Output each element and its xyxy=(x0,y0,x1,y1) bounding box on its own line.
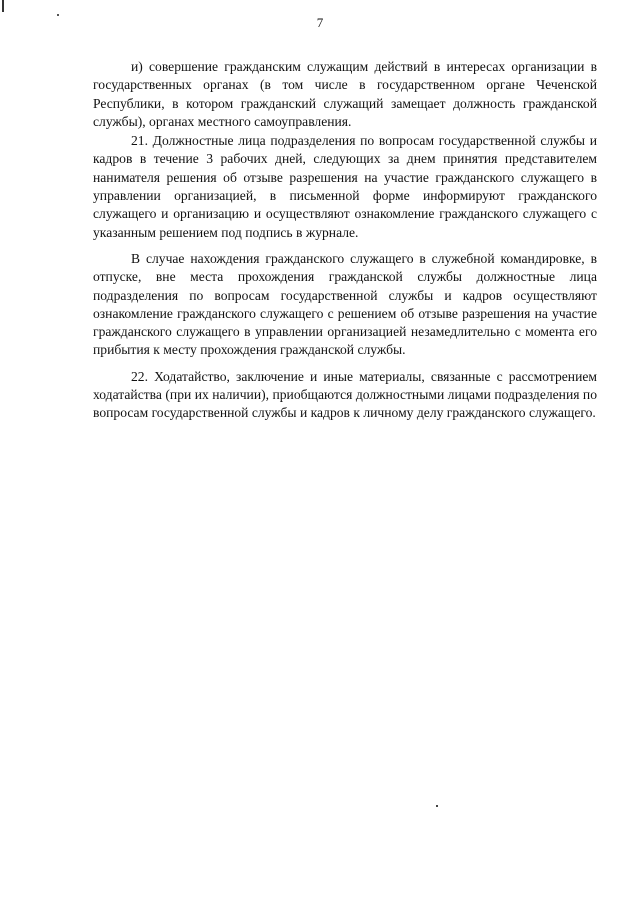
document-body xyxy=(93,58,597,423)
paragraph-business-trip-case: В случае нахождения гражданского служащего в служебной командировке, в отпуске, вне места прохождения гражданской службы должностные лица подразделения по вопросам государственной службы и кадров осуществляют ознакомление гражданского служащего с решением об отзыве разрешения на участие гражданского служащего в управлении организацией незамедлительно с момента его прибытия к месту прохождения гражданской службы. xyxy=(93,250,597,358)
paragraph-item-i: и) совершение гражданским служащим действий в интересах организации в государственных органах (в том числе в государственном органе Чеченской Республики, в котором гражданский служащий замещает должность гражданской службы), органах местного самоуправления. xyxy=(93,59,597,129)
page-number: 7 xyxy=(316,15,324,30)
paragraph-clause-21: 21. Должностные лица подразделения по вопросам государственной службы и кадров в течение 3 рабочих дней, следующих за днем принятия представителем нанимателя решения об отзыве разрешения на участие гражданского служащего в управлении организацией, в письменной форме информируют гражданского служащего и организацию и осуществляют ознакомление гражданского служащего с указанным решением под подпись в журнале. xyxy=(93,133,597,240)
scan-edge-mark xyxy=(2,0,4,12)
scan-speck xyxy=(436,805,438,807)
paragraph-clause-22: 22. Ходатайство, заключение и иные материалы, связанные с рассмотрением ходатайства (при их наличии), приобщаются должностными лицами подразделения по вопросам государственной службы и кадров к личному делу гражданского служащего. xyxy=(93,368,597,421)
